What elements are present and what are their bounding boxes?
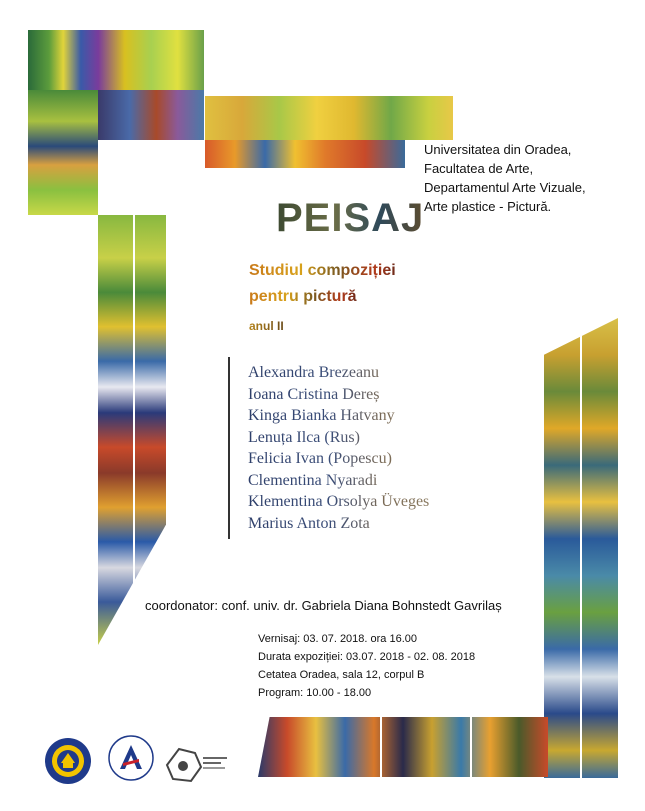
event-duration: Durata expoziției: 03.07. 2018 - 02. 08. 2018 — [258, 651, 476, 663]
artists-list — [248, 362, 429, 534]
poster-subtitle-line2: pentru pictură — [249, 288, 357, 305]
institution-line: Arte plastice - Pictură. — [424, 199, 552, 214]
frame-gap — [580, 318, 582, 778]
artist-name: Ioana Cristina Dereș — [248, 384, 429, 406]
event-location: Cetatea Oradea, sala 12, corpul B — [258, 669, 425, 681]
painting-bottom-bar — [258, 717, 548, 777]
painting-top-left-col — [98, 90, 204, 140]
institution-line: Facultatea de Arte, — [424, 161, 534, 176]
event-info — [258, 630, 475, 702]
artists-divider — [228, 357, 230, 539]
artist-name: Felicia Ivan (Popescu) — [248, 448, 429, 470]
painting-top-bar-lower — [205, 140, 405, 168]
museum-logo-icon — [165, 745, 229, 785]
painting-top-bar — [205, 96, 453, 140]
university-seal-icon — [44, 737, 92, 785]
artist-name: Klementina Orsolya Üveges — [248, 491, 429, 513]
artist-name: Alexandra Brezeanu — [248, 362, 429, 384]
institution-line: Universitatea din Oradea, — [424, 142, 572, 157]
event-program: Program: 10.00 - 18.00 — [258, 687, 372, 699]
poster-year: anul II — [249, 319, 284, 333]
institution-line: Departamentul Arte Vizuale, — [424, 180, 586, 195]
artist-name: Clementina Nyaradi — [248, 470, 429, 492]
frame-gap — [380, 717, 382, 777]
faculty-of-arts-logo-icon — [108, 735, 154, 781]
painting-left-strip — [98, 215, 166, 645]
artist-name: Marius Anton Zota — [248, 513, 429, 535]
frame-gap — [133, 215, 135, 635]
institution-block — [424, 140, 634, 216]
artist-name: Lenuța Ilca (Rus) — [248, 427, 429, 449]
coordinator: coordonator: conf. univ. dr. Gabriela Diana Bohnstedt Gavrilaș — [145, 598, 502, 613]
artist-name: Kinga Bianka Hatvany — [248, 405, 429, 427]
frame-gap — [98, 140, 205, 215]
poster-title: PEISAJ — [276, 196, 425, 240]
painting-top-left — [28, 30, 204, 90]
painting-top-left-sub — [28, 90, 98, 215]
frame-gap — [470, 717, 472, 777]
poster-subtitle-line1: Studiul compoziției — [249, 262, 396, 279]
event-vernisaj: Vernisaj: 03. 07. 2018. ora 16.00 — [258, 633, 418, 645]
